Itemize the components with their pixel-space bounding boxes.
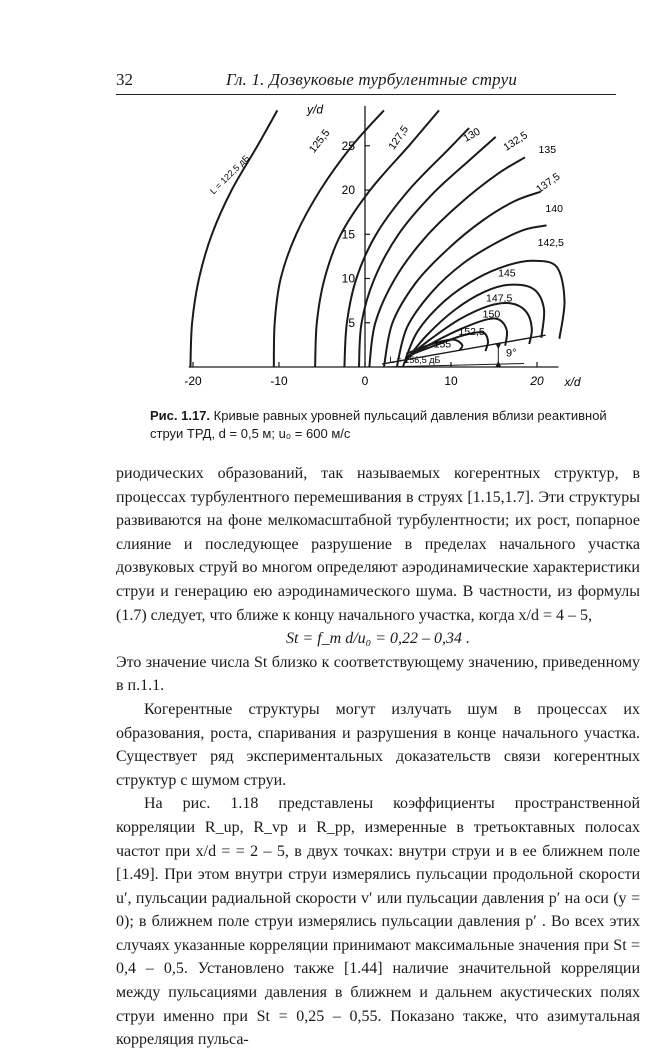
angle-label: 9°: [506, 347, 517, 360]
figure-caption: [150, 407, 620, 443]
contour-label: 152,5: [458, 326, 485, 339]
contour-line-8: [397, 225, 547, 367]
x-tick-label: -20: [184, 374, 202, 388]
contour-label: 142,5: [537, 236, 564, 249]
y-axis-title: y/d: [307, 102, 324, 117]
paragraph-2: Это значение числа St близко к соответствующему значению, приведенному в п.1.1.: [116, 653, 640, 695]
y-tick-label: 10: [341, 271, 355, 286]
axes: [184, 102, 581, 389]
paragraph-4: На рис. 1.18 представлены коэффициенты пространственной корреляции R_up, R_vp и R_pp, измеренные в третьоктавных полосах частот при x/d = = 2 – 5, в двух точках: внутри струи и в ее ближнем поле [1.49]. При этом внутри струи измерялись пульсации продольной скорости u′, пульсации радиальной скорости v′ или пульсации давления p′ на оси (y = 0); в ближнем поле струи измерялись пульсации давления p′ . Во всех этих случаях указанные корреляции принимают максимальные значения при St = 0,4 – 0,5. Установлено также [1.44] наличие значительной корреляции между пульсациями давления в ближнем и дальнем акустических полях струи именно при St = 0,25 – 0,55. Показано также, что азимутальная корреляция пульса-: [116, 795, 640, 1049]
contour-label: 132,5: [501, 129, 530, 154]
x-axis-title: x/d: [564, 375, 581, 389]
contour-line-2: [274, 110, 384, 367]
contour-figure: [150, 100, 600, 400]
caption-text: Кривые равных уровней пульсаций давления вблизи реактивной струи ТРД, d = 0,5 м; u₀ = 600 м/с: [150, 408, 607, 441]
contour-label: 130: [461, 125, 483, 145]
paragraph-3: Когерентные структуры могут излучать шум в процессах их образования, роста, спаривания и разрушения в конце начального участка. Существует ряд экспериментальных доказательств связи когерентных структур с шумом струи.: [116, 700, 640, 789]
page-header: [116, 70, 616, 92]
y-tick-label: 5: [348, 315, 355, 330]
y-tick-label: 20: [341, 183, 355, 197]
x-tick-label: 0: [361, 374, 369, 388]
y-tick-label: 25: [341, 138, 355, 153]
contour-labels: [208, 124, 564, 366]
contour-chart: [150, 100, 600, 400]
contour-line-1: [190, 110, 277, 367]
angle-arrow-up: [495, 343, 501, 349]
y-tick-label: 15: [341, 227, 355, 242]
jet-boundary-line: [382, 335, 545, 364]
x-tick-label: -10: [270, 374, 288, 388]
contour-label: 140: [545, 203, 563, 216]
page-number: 32: [116, 70, 133, 89]
contour-label: 137,5: [533, 170, 563, 196]
x-tick-label: 10: [444, 374, 458, 388]
contour-label: 127,5: [386, 123, 412, 153]
contour-label: 150: [482, 308, 501, 321]
header-rule: [116, 94, 616, 95]
contour-label: 147,5: [486, 292, 513, 305]
contour-label: L = 156,5 дБ: [389, 355, 441, 366]
caption-label: Рис. 1.17.: [150, 408, 211, 423]
contour-label: 125,5: [306, 127, 333, 156]
x-tick-label: 20: [530, 374, 544, 388]
running-title: Гл. 1. Дозвуковые турбулентные струи: [226, 70, 518, 89]
contour-label: L = 122,5 дБ: [207, 152, 252, 197]
body-text: [116, 462, 640, 1052]
formula-st: St = f_m d/u₀ = 0,22 – 0,34 .: [285, 630, 471, 648]
contour-label: 145: [498, 267, 516, 280]
contour-label: 155: [433, 338, 452, 351]
contour-label: 135: [538, 143, 557, 156]
paragraph-1: риодических образований, так называемых когерентных структур, в процессах турбулентного перемешивания в струях [1.15,1.7]. Эти структуры развиваются на фоне мелкомасштабной турбулентности; их рост, попарное слияние и последующее разрушение в пределах начального участка дозвуковых струй во многом определяют аэродинамические характеристики струи и генерацию ею аэродинамического шума. В частности, из формулы (1.7) следует, что ближе к концу начального участка, когда x/d = 4 – 5,: [116, 465, 640, 624]
